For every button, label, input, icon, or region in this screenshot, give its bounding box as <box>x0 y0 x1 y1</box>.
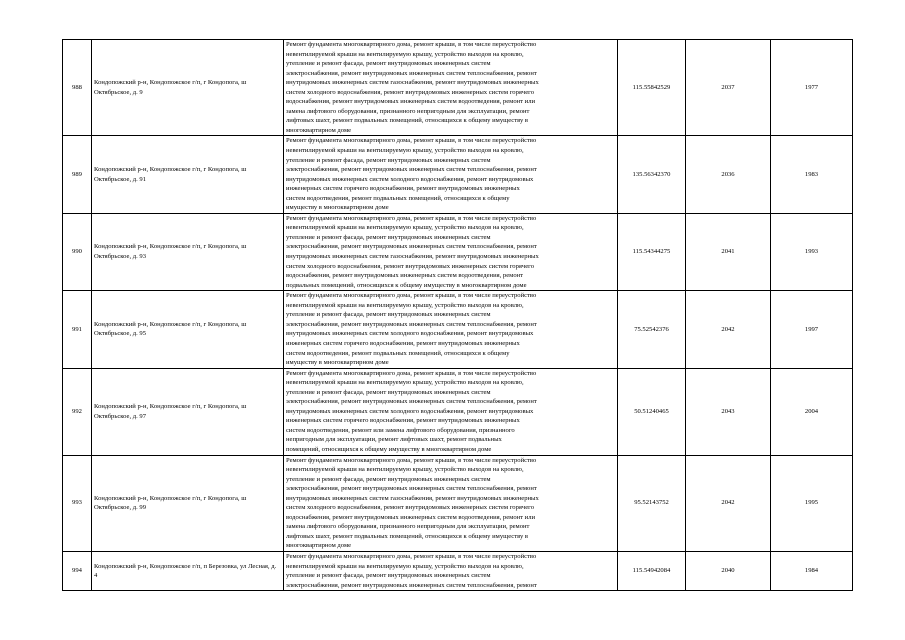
work-line: замена лифтового оборудования, признанного непригодным для эксплуатации, ремонт <box>286 523 530 531</box>
work-line: электроснабжения, ремонт внутридомовых инженерных систем теплоснабжения, ремонт <box>286 69 537 77</box>
row-address: Кондопожский р-н, Кондопожское г/п, г Кондопога, ш Октябрьское, д. 97 <box>92 368 284 455</box>
row-planned-year: 2041 <box>686 213 771 290</box>
work-line: систем холодного водоснабжения, ремонт внутридомовых инженерных систем горячего <box>286 88 535 96</box>
row-work-types <box>284 291 618 368</box>
row-number: 994 <box>63 551 92 590</box>
work-line: утепление и ремонт фасада, ремонт внутридомовых инженерных систем <box>286 156 491 164</box>
row-planned-year: 2040 <box>686 551 771 590</box>
work-line: внутридомовых инженерных систем газоснабжения, ремонт внутридомовых инженерных <box>286 494 539 502</box>
table-row <box>63 291 853 368</box>
work-line: лифтовых шахт, ремонт подвальных помещений, относящихся к общему имуществу в <box>286 117 529 125</box>
work-line: Ремонт фундамента многоквартирного дома, ремонт крыши, в том числе переустройство <box>286 369 537 377</box>
work-line: подвальных помещений, относящихся к общему имуществу в многоквартирном доме <box>286 281 527 289</box>
work-line: Ремонт фундамента многоквартирного дома, ремонт крыши, в том числе переустройство <box>286 456 537 464</box>
row-cost: 75.52542376 <box>618 291 686 368</box>
row-address: Кондопожский р-н, Кондопожское г/п, г Кондопога, ш Октябрьское, д. 93 <box>92 213 284 290</box>
row-address: Кондопожский р-н, Кондопожское г/п, г Кондопога, ш Октябрьское, д. 99 <box>92 455 284 551</box>
work-line: электроснабжения, ремонт внутридомовых инженерных систем теплоснабжения, ремонт <box>286 398 537 406</box>
row-cost: 50.51240465 <box>618 368 686 455</box>
work-line: электроснабжения, ремонт внутридомовых инженерных систем теплоснабжения, ремонт <box>286 320 537 328</box>
work-line: невентилируемой крыши на вентилируемую крышу, устройство выходов на кровлю, <box>286 50 524 58</box>
row-address: Кондопожский р-н, Кондопожское г/п, г Кондопога, ш Октябрьское, д. 95 <box>92 291 284 368</box>
work-line: внутридомовых инженерных систем газоснабжения, ремонт внутридомовых инженерных <box>286 79 539 87</box>
repair-program-table <box>62 39 853 591</box>
work-line: систем водоотведения, ремонт или замена лифтового оборудования, признанного <box>286 426 515 434</box>
work-line: невентилируемой крыши на вентилируемую крышу, устройство выходов на кровлю, <box>286 379 524 387</box>
row-address: Кондопожский р-н, Кондопожское г/п, г Кондопога, ш Октябрьское, д. 91 <box>92 136 284 213</box>
table-body <box>63 40 853 591</box>
row-number: 991 <box>63 291 92 368</box>
work-line: утепление и ремонт фасада, ремонт внутридомовых инженерных систем <box>286 60 491 68</box>
work-line: утепление и ремонт фасада, ремонт внутридомовых инженерных систем <box>286 233 491 241</box>
row-planned-year: 2037 <box>686 40 771 136</box>
row-cost: 115.54942084 <box>618 551 686 590</box>
work-line: утепление и ремонт фасада, ремонт внутридомовых инженерных систем <box>286 572 491 580</box>
table-row <box>63 40 853 136</box>
row-work-types <box>284 455 618 551</box>
work-line: инженерных систем горячего водоснабжения, ремонт внутридомовых инженерных <box>286 339 520 347</box>
row-built-year: 1984 <box>771 551 853 590</box>
row-cost: 115.55842529 <box>618 40 686 136</box>
work-line: внутридомовых инженерных систем холодного водоснабжения, ремонт внутридомовых <box>286 175 534 183</box>
work-line: непригодным для эксплуатации, ремонт лифтовых шахт, ремонт подвальных <box>286 436 502 444</box>
row-built-year: 1983 <box>771 136 853 213</box>
work-line: утепление и ремонт фасада, ремонт внутридомовых инженерных систем <box>286 388 491 396</box>
row-built-year: 1997 <box>771 291 853 368</box>
work-line: водоснабжения, ремонт внутридомовых инженерных систем водоотведения, ремонт <box>286 272 524 280</box>
row-planned-year: 2036 <box>686 136 771 213</box>
work-line: лифтовых шахт, ремонт подвальных помещений, относящихся к общему имуществу в <box>286 532 529 540</box>
work-line: внутридомовых инженерных систем холодного водоснабжения, ремонт внутридомовых <box>286 407 534 415</box>
work-line: утепление и ремонт фасада, ремонт внутридомовых инженерных систем <box>286 311 491 319</box>
row-number: 989 <box>63 136 92 213</box>
work-line: электроснабжения, ремонт внутридомовых инженерных систем теплоснабжения, ремонт <box>286 243 537 251</box>
table-row <box>63 136 853 213</box>
work-line: систем водоотведения, ремонт подвальных помещений, относящихся к общему <box>286 194 510 202</box>
work-line: инженерных систем горячего водоснабжения, ремонт внутридомовых инженерных <box>286 417 520 425</box>
work-line: невентилируемой крыши на вентилируемую крышу, устройство выходов на кровлю, <box>286 224 524 232</box>
work-line: многоквартирном доме <box>286 126 352 134</box>
work-line: электроснабжения, ремонт внутридомовых инженерных систем теплоснабжения, ремонт <box>286 166 537 174</box>
work-line: Ремонт фундамента многоквартирного дома, ремонт крыши, в том числе переустройство <box>286 137 537 145</box>
work-line: невентилируемой крыши на вентилируемую крышу, устройство выходов на кровлю, <box>286 562 524 570</box>
row-cost: 135.56342370 <box>618 136 686 213</box>
table-row <box>63 551 853 590</box>
row-cost: 115.54344275 <box>618 213 686 290</box>
work-line: имуществу в многоквартирном доме <box>286 359 389 367</box>
work-line: Ремонт фундамента многоквартирного дома, ремонт крыши, в том числе переустройство <box>286 292 537 300</box>
row-number: 993 <box>63 455 92 551</box>
work-line: помещений, относящихся к общему имуществу в многоквартирном доме <box>286 445 492 453</box>
work-line: систем водоотведения, ремонт подвальных помещений, относящихся к общему <box>286 349 510 357</box>
work-line: имуществу в многоквартирном доме <box>286 204 389 212</box>
work-line: многоквартирном доме <box>286 542 352 550</box>
row-built-year: 1995 <box>771 455 853 551</box>
row-address: Кондопожский р-н, Кондопожское г/п, п Березовка, ул Лесная, д. 4 <box>92 551 284 590</box>
table-row <box>63 455 853 551</box>
table-row <box>63 213 853 290</box>
row-address: Кондопожский р-н, Кондопожское г/п, г Кондопога, ш Октябрьское, д. 9 <box>92 40 284 136</box>
row-number: 988 <box>63 40 92 136</box>
row-work-types <box>284 551 618 590</box>
row-work-types <box>284 213 618 290</box>
work-line: инженерных систем горячего водоснабжения, ремонт внутридомовых инженерных <box>286 185 520 193</box>
work-line: Ремонт фундамента многоквартирного дома, ремонт крыши, в том числе переустройство <box>286 214 537 222</box>
table-row <box>63 368 853 455</box>
work-line: Ремонт фундамента многоквартирного дома, ремонт крыши, в том числе переустройство <box>286 552 537 560</box>
work-line: невентилируемой крыши на вентилируемую крышу, устройство выходов на кровлю, <box>286 147 524 155</box>
work-line: невентилируемой крыши на вентилируемую крышу, устройство выходов на кровлю, <box>286 466 524 474</box>
work-line: внутридомовых инженерных систем холодного водоснабжения, ремонт внутридомовых <box>286 330 534 338</box>
work-line: систем холодного водоснабжения, ремонт внутридомовых инженерных систем горячего <box>286 504 535 512</box>
work-line: электроснабжения, ремонт внутридомовых инженерных систем теплоснабжения, ремонт <box>286 485 537 493</box>
row-planned-year: 2042 <box>686 455 771 551</box>
row-work-types <box>284 368 618 455</box>
row-built-year: 1977 <box>771 40 853 136</box>
work-line: невентилируемой крыши на вентилируемую крышу, устройство выходов на кровлю, <box>286 301 524 309</box>
work-line: Ремонт фундамента многоквартирного дома, ремонт крыши, в том числе переустройство <box>286 41 537 48</box>
row-number: 990 <box>63 213 92 290</box>
work-line: замена лифтового оборудования, признанного непригодным для эксплуатации, ремонт <box>286 107 530 115</box>
row-planned-year: 2043 <box>686 368 771 455</box>
row-number: 992 <box>63 368 92 455</box>
work-line: водоснабжения, ремонт внутридомовых инженерных систем водоотведения, ремонт или <box>286 98 536 106</box>
work-line: внутридомовых инженерных систем газоснабжения, ремонт внутридомовых инженерных <box>286 253 539 261</box>
row-built-year: 2004 <box>771 368 853 455</box>
row-cost: 95.52143752 <box>618 455 686 551</box>
work-line: систем холодного водоснабжения, ремонт внутридомовых инженерных систем горячего <box>286 262 535 270</box>
row-built-year: 1993 <box>771 213 853 290</box>
row-work-types <box>284 40 618 136</box>
row-work-types <box>284 136 618 213</box>
work-line: электроснабжения, ремонт внутридомовых инженерных систем теплоснабжения, ремонт <box>286 581 537 589</box>
work-line: утепление и ремонт фасада, ремонт внутридомовых инженерных систем <box>286 475 491 483</box>
row-planned-year: 2042 <box>686 291 771 368</box>
work-line: водоснабжения, ремонт внутридомовых инженерных систем водоотведения, ремонт или <box>286 513 536 521</box>
